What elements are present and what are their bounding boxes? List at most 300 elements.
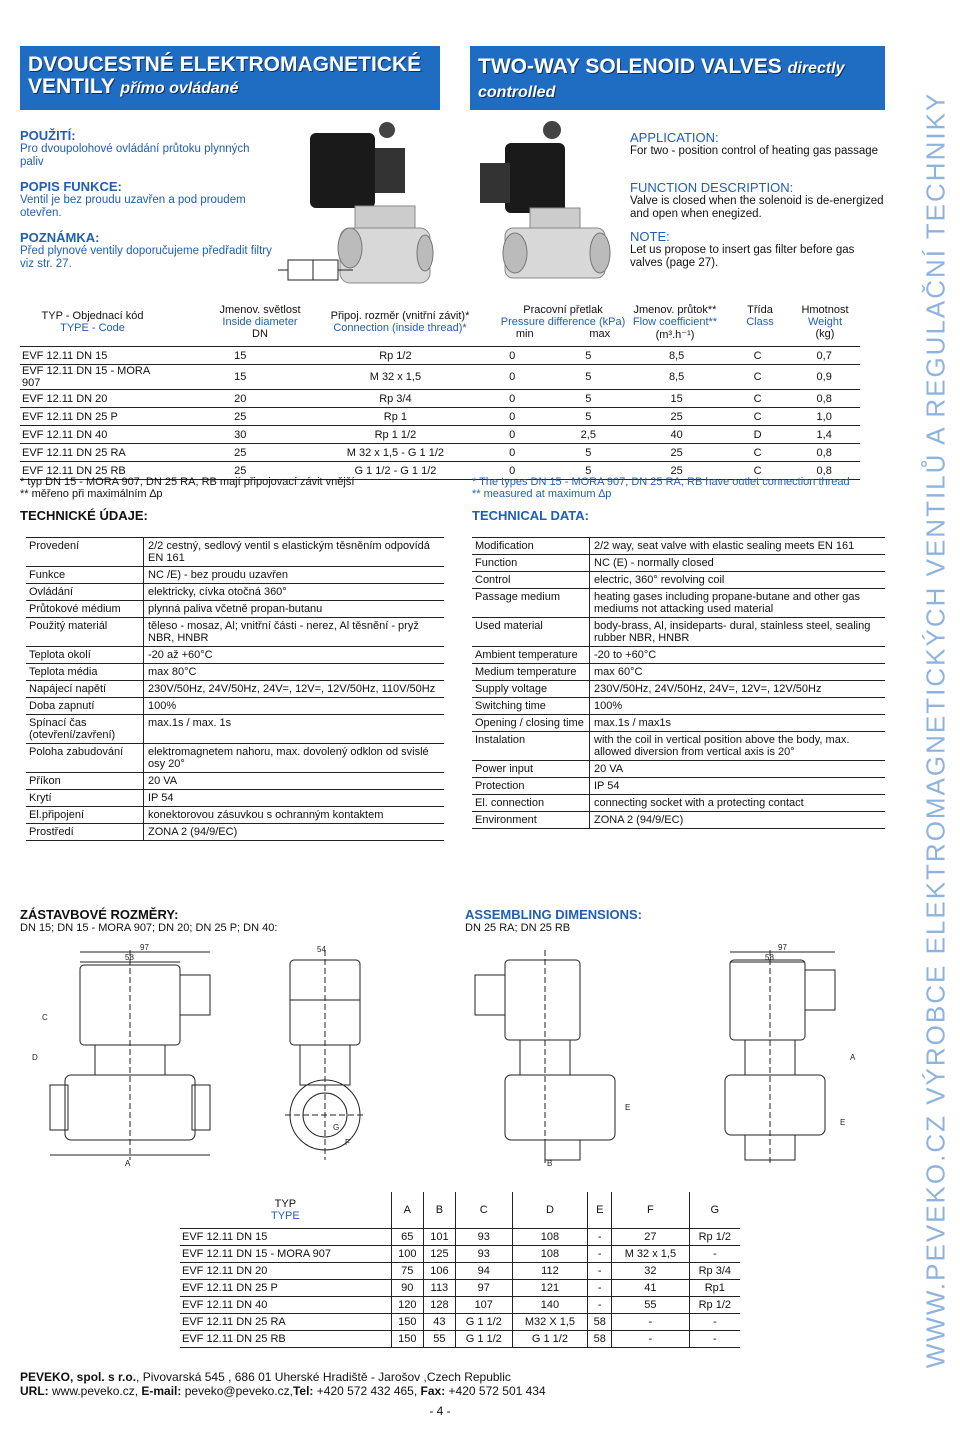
dim-cell: 55 bbox=[423, 1331, 455, 1348]
dim-cell: 93 bbox=[455, 1229, 512, 1246]
dim-58-left: 58 bbox=[125, 953, 134, 962]
assembly-cz bbox=[20, 907, 277, 934]
dim-cell: 43 bbox=[423, 1314, 455, 1331]
spec-value: elektricky, cívka otočná 360° bbox=[148, 586, 287, 598]
dim-cell: 125 bbox=[423, 1246, 455, 1263]
dim-row bbox=[180, 1331, 740, 1348]
dim-table bbox=[180, 1192, 740, 1348]
spec-row bbox=[472, 538, 885, 555]
dim-cell: 75 bbox=[391, 1263, 423, 1280]
dim-G-front: G bbox=[333, 1123, 340, 1132]
footer-company: PEVEKO, spol. s r.o. bbox=[20, 1370, 137, 1384]
spec-value: with the coil in vertical position above the body, max. allowed diversion from vertical axis is 20° bbox=[594, 734, 850, 758]
type-cell: EVF 12.11 DN 25 P bbox=[20, 408, 164, 426]
type-cell: 25 bbox=[626, 444, 726, 462]
dim-58-right: 58 bbox=[765, 953, 774, 962]
dim-cell: 106 bbox=[423, 1263, 455, 1280]
footer-tel: +420 572 432 465, bbox=[313, 1384, 421, 1398]
assembly-text-cz: DN 15; DN 15 - MORA 907; DN 20; DN 25 P; DN 40: bbox=[20, 922, 278, 934]
dim-row bbox=[180, 1229, 740, 1246]
spec-value: 230V/50Hz, 24V/50Hz, 24V=, 12V=, 12V/50Hz bbox=[594, 683, 822, 695]
th-dn-en: Inside diameter bbox=[222, 316, 298, 328]
type-cell: 0 bbox=[474, 347, 550, 365]
spec-row bbox=[472, 664, 885, 681]
spec-value: max 60°C bbox=[594, 666, 643, 678]
assembly-heading-en: ASSEMBLING DIMENSIONS: bbox=[465, 907, 642, 922]
type-cell: 5 bbox=[550, 365, 626, 390]
type-cell: 0,8 bbox=[788, 444, 860, 462]
dim-th-col: G bbox=[689, 1192, 740, 1229]
th-dn-cz: Jmenov. světlost bbox=[219, 304, 301, 316]
use-heading-en: APPLICATION: bbox=[630, 130, 719, 145]
dim-97-right: 97 bbox=[778, 943, 787, 952]
spec-row bbox=[472, 589, 885, 618]
dim-A-right: A bbox=[850, 1053, 856, 1062]
assembly-heading-cz: ZÁSTAVBOVÉ ROZMĚRY: bbox=[20, 907, 179, 922]
dim-cell: 90 bbox=[391, 1280, 423, 1297]
type-cell: 15 bbox=[164, 365, 317, 390]
type-cell: EVF 12.11 DN 15 bbox=[20, 347, 164, 365]
spec-label: Doba zapnutí bbox=[26, 698, 144, 714]
th-press-cz: Pracovní přetlak bbox=[523, 304, 603, 316]
type-cell: 5 bbox=[550, 444, 626, 462]
dim-E-right: E bbox=[840, 1118, 846, 1127]
footnotes-en bbox=[472, 476, 892, 523]
spec-row bbox=[26, 744, 444, 773]
type-cell: 0 bbox=[474, 408, 550, 426]
type-cell: 20 bbox=[164, 390, 317, 408]
spec-row bbox=[26, 647, 444, 664]
spec-label: Passage medium bbox=[472, 589, 590, 617]
banner-en-italic: directly bbox=[787, 60, 845, 77]
dim-54: 54 bbox=[317, 945, 326, 954]
note-text-en: Let us propose to insert gas filter before gas valves (page 27). bbox=[630, 244, 855, 269]
spec-label: Funkce bbox=[26, 567, 144, 583]
spec-label: Spínací čas (otevření/zavření) bbox=[26, 715, 144, 743]
dim-cell: G 1 1/2 bbox=[512, 1331, 588, 1348]
spec-value: -20 to +60°C bbox=[594, 649, 657, 661]
use-heading-cz: POUŽITÍ: bbox=[20, 128, 76, 143]
dim-B-ra: B bbox=[547, 1159, 553, 1168]
spec-label: Switching time bbox=[472, 698, 590, 714]
spec-row bbox=[26, 601, 444, 618]
spec-value: NC (E) - normally closed bbox=[594, 557, 714, 569]
dim-E-ra: E bbox=[625, 1103, 631, 1112]
spec-value: ZONA 2 (94/9/EC) bbox=[148, 826, 238, 838]
banner-en bbox=[470, 46, 885, 110]
note-text-cz: Před plynové ventily doporučujeme předřadit filtry viz str. 27. bbox=[20, 245, 272, 270]
spec-value: -20 až +60°C bbox=[148, 649, 213, 661]
spec-label: Napájecí napětí bbox=[26, 681, 144, 697]
spec-value: 20 VA bbox=[148, 775, 178, 787]
dim-th-type-cz: TYP bbox=[274, 1198, 297, 1210]
dim-cell: 128 bbox=[423, 1297, 455, 1314]
type-row bbox=[20, 390, 860, 408]
dim-cell: - bbox=[588, 1229, 612, 1246]
side-text: WWW.PEVEKO.CZ VÝROBCE ELEKTROMAGNETICKÝCH VENTILŮ A REGULAČNÍ TECHNIKY bbox=[920, 91, 951, 1369]
footer-address: , Pivovarská 545 , 686 01 Uherské Hradiště - Jarošov ,Czech Republic bbox=[136, 1370, 511, 1384]
banner-cz-title: DVOUCESTNÉ ELEKTROMAGNETICKÉ bbox=[28, 53, 422, 76]
type-cell: 0 bbox=[474, 426, 550, 444]
dim-cell: - bbox=[689, 1314, 740, 1331]
th-weight-en: Weight bbox=[807, 316, 843, 328]
type-cell: 5 bbox=[550, 462, 626, 480]
spec-value: plynná paliva včetně propan-butanu bbox=[148, 603, 323, 615]
spec-label: Ambient temperature bbox=[472, 647, 590, 663]
type-cell: EVF 12.11 DN 40 bbox=[20, 426, 164, 444]
type-cell: 1,4 bbox=[788, 426, 860, 444]
footnotes-cz bbox=[20, 476, 440, 523]
note-heading-cz: POZNÁMKA: bbox=[20, 230, 100, 245]
tech-heading-en: TECHNICAL DATA: bbox=[472, 508, 589, 523]
footer-email[interactable]: peveko@peveko.cz, bbox=[181, 1384, 293, 1398]
type-cell: D bbox=[727, 426, 789, 444]
dim-cell: 55 bbox=[612, 1297, 690, 1314]
type-cell: C bbox=[727, 444, 789, 462]
tech-table-cz bbox=[26, 537, 444, 841]
spec-row bbox=[26, 618, 444, 647]
type-cell: 2,5 bbox=[550, 426, 626, 444]
dim-cell: - bbox=[588, 1280, 612, 1297]
spec-value: max 80°C bbox=[148, 666, 197, 678]
spec-label: Modification bbox=[472, 538, 590, 554]
spec-row bbox=[472, 715, 885, 732]
spec-label: Used material bbox=[472, 618, 590, 646]
dim-cell: - bbox=[612, 1314, 690, 1331]
type-cell: 25 bbox=[164, 444, 317, 462]
spec-label: Teplota okolí bbox=[26, 647, 144, 663]
footnote1-cz: * typ DN 15 - MORA 907, DN 25 RA, RB mají připojovací závit vnější bbox=[20, 476, 355, 488]
dim-cell: G 1 1/2 bbox=[455, 1331, 512, 1348]
note-heading-en: NOTE: bbox=[630, 229, 670, 244]
type-cell: Rp 3/4 bbox=[317, 390, 475, 408]
dim-cell: - bbox=[588, 1246, 612, 1263]
spec-value: electric, 360° revolving coil bbox=[594, 574, 725, 586]
dim-cell: - bbox=[612, 1331, 690, 1348]
type-cell: EVF 12.11 DN 25 RB bbox=[20, 462, 164, 480]
func-text-en: Valve is closed when the solenoid is de-energized and open when enegized. bbox=[630, 195, 884, 220]
spec-row bbox=[26, 681, 444, 698]
banner-en-title: TWO-WAY SOLENOID VALVES bbox=[478, 55, 782, 78]
type-cell: 5 bbox=[550, 390, 626, 408]
spec-row bbox=[26, 698, 444, 715]
dim-cell: 97 bbox=[455, 1280, 512, 1297]
spec-label: El.připojení bbox=[26, 807, 144, 823]
spec-value: body-brass, Al, insideparts- dural, stainless steel, sealing rubber NBR, HNBR bbox=[594, 620, 871, 644]
th-type-cz: TYP - Objednací kód bbox=[41, 310, 144, 322]
spec-row bbox=[472, 555, 885, 572]
type-cell: 0,8 bbox=[788, 390, 860, 408]
dim-cell: M32 X 1,5 bbox=[512, 1314, 588, 1331]
spec-value: těleso - mosaz, Al; vnitřní části - nerez, Al těsnění - pryž NBR, HNBR bbox=[148, 620, 419, 644]
dim-cell: 120 bbox=[391, 1297, 423, 1314]
spec-value: IP 54 bbox=[594, 780, 620, 792]
valve-symbol bbox=[278, 250, 358, 290]
th-conn-cz: Připoj. rozměr (vnitřní závit)* bbox=[330, 310, 470, 322]
dim-cell: 94 bbox=[455, 1263, 512, 1280]
tech-heading-cz: TECHNICKÉ ÚDAJE: bbox=[20, 508, 148, 523]
type-cell: 30 bbox=[164, 426, 317, 444]
dim-th-col: E bbox=[588, 1192, 612, 1229]
func-heading-cz: POPIS FUNKCE: bbox=[20, 179, 122, 194]
type-cell: C bbox=[727, 390, 789, 408]
spec-value: NC /E) - bez proudu uzavřen bbox=[148, 569, 289, 581]
type-cell: C bbox=[727, 462, 789, 480]
dim-row bbox=[180, 1263, 740, 1280]
dim-cell: 112 bbox=[512, 1263, 588, 1280]
spec-value: 100% bbox=[594, 700, 623, 712]
dim-cell: 58 bbox=[588, 1314, 612, 1331]
dim-cell: EVF 12.11 DN 40 bbox=[180, 1297, 391, 1314]
spec-value: heating gases including propane-butane and other gas mediums not attacking used material bbox=[594, 591, 861, 615]
side-banner bbox=[916, 40, 956, 1420]
type-cell: EVF 12.11 DN 15 - MORA 907 bbox=[20, 365, 164, 390]
type-cell: 1,0 bbox=[788, 408, 860, 426]
type-row bbox=[20, 444, 860, 462]
spec-row bbox=[26, 824, 444, 841]
dim-cell: EVF 12.11 DN 25 RA bbox=[180, 1314, 391, 1331]
spec-label: Provedení bbox=[26, 538, 144, 566]
dim-row bbox=[180, 1314, 740, 1331]
dim-cell: 32 bbox=[612, 1263, 690, 1280]
spec-label: Medium temperature bbox=[472, 664, 590, 680]
type-cell: M 32 x 1,5 bbox=[317, 365, 475, 390]
dim-97-left: 97 bbox=[140, 943, 149, 952]
type-cell: M 32 x 1,5 - G 1 1/2 bbox=[317, 444, 475, 462]
spec-value: 2/2 cestný, sedlový ventil s elastickým těsněním odpovídá EN 161 bbox=[148, 540, 430, 564]
dim-cell: 150 bbox=[391, 1331, 423, 1348]
spec-label: Teplota média bbox=[26, 664, 144, 680]
spec-value: max.1s / max1s bbox=[594, 717, 672, 729]
spec-row bbox=[26, 584, 444, 601]
footer-url-label: URL: bbox=[20, 1384, 49, 1398]
th-conn-en: Connection (inside thread)* bbox=[333, 322, 467, 334]
dim-cell: 108 bbox=[512, 1246, 588, 1263]
type-cell: C bbox=[727, 347, 789, 365]
footer-email-label: E-mail: bbox=[141, 1384, 182, 1398]
spec-value: 2/2 way, seat valve with elastic sealing meets EN 161 bbox=[594, 540, 855, 552]
dim-cell: EVF 12.11 DN 15 bbox=[180, 1229, 391, 1246]
dim-cell: M 32 x 1,5 bbox=[612, 1246, 690, 1263]
spec-label: Supply voltage bbox=[472, 681, 590, 697]
spec-row bbox=[472, 732, 885, 761]
spec-row bbox=[472, 795, 885, 812]
dim-row bbox=[180, 1246, 740, 1263]
dim-th-col: B bbox=[423, 1192, 455, 1229]
func-text-cz: Ventil je bez proudu uzavřen a pod proudem otevřen. bbox=[20, 194, 246, 219]
banner-en-italic2: controlled bbox=[478, 84, 556, 101]
dim-th-col: D bbox=[512, 1192, 588, 1229]
spec-row bbox=[472, 778, 885, 795]
dim-cell: 27 bbox=[612, 1229, 690, 1246]
type-cell: EVF 12.11 DN 20 bbox=[20, 390, 164, 408]
dim-cell: 65 bbox=[391, 1229, 423, 1246]
intro-cz bbox=[20, 128, 275, 271]
dim-cell: EVF 12.11 DN 20 bbox=[180, 1263, 391, 1280]
spec-value: 230V/50Hz, 24V/50Hz, 24V=, 12V=, 12V/50Hz, 110V/50Hz bbox=[148, 683, 436, 695]
use-text-en: For two - position control of heating gas passage bbox=[630, 145, 879, 157]
type-cell: 0,7 bbox=[788, 347, 860, 365]
dim-row bbox=[180, 1280, 740, 1297]
dim-cell: 113 bbox=[423, 1280, 455, 1297]
spec-label: Poloha zabudování bbox=[26, 744, 144, 772]
type-cell: 15 bbox=[164, 347, 317, 365]
dim-cell: 58 bbox=[588, 1331, 612, 1348]
th-type-en: TYPE - Code bbox=[60, 322, 125, 334]
type-cell: Rp 1 bbox=[317, 408, 475, 426]
spec-label: Příkon bbox=[26, 773, 144, 789]
drawing-side-left bbox=[20, 940, 220, 1170]
dim-cell: 100 bbox=[391, 1246, 423, 1263]
dim-cell: Rp 1/2 bbox=[689, 1229, 740, 1246]
spec-label: Průtokové médium bbox=[26, 601, 144, 617]
spec-label: Instalation bbox=[472, 732, 590, 760]
type-cell: C bbox=[727, 365, 789, 390]
valve-image-right bbox=[460, 118, 620, 288]
spec-row bbox=[26, 664, 444, 681]
dim-cell: 121 bbox=[512, 1280, 588, 1297]
type-cell: EVF 12.11 DN 25 RA bbox=[20, 444, 164, 462]
dim-cell: Rp1 bbox=[689, 1280, 740, 1297]
spec-value: 100% bbox=[148, 700, 177, 712]
type-row bbox=[20, 408, 860, 426]
th-min: min bbox=[515, 328, 534, 340]
footer bbox=[20, 1370, 860, 1418]
dim-cell: - bbox=[689, 1246, 740, 1263]
type-cell: C bbox=[727, 408, 789, 426]
type-cell: 25 bbox=[164, 408, 317, 426]
spec-label: El. connection bbox=[472, 795, 590, 811]
drawing-side-rb bbox=[690, 940, 880, 1170]
spec-value: ZONA 2 (94/9/EC) bbox=[594, 814, 684, 826]
dim-C-left: C bbox=[42, 1013, 48, 1022]
spec-label: Power input bbox=[472, 761, 590, 777]
spec-label: Opening / closing time bbox=[472, 715, 590, 731]
type-cell: G 1 1/2 - G 1 1/2 bbox=[317, 462, 475, 480]
dim-cell: EVF 12.11 DN 25 P bbox=[180, 1280, 391, 1297]
type-cell: Rp 1 1/2 bbox=[317, 426, 475, 444]
dim-row bbox=[180, 1297, 740, 1314]
type-table-body bbox=[20, 347, 860, 480]
dim-th-type-en: TYPE bbox=[270, 1210, 300, 1222]
type-cell: 8,5 bbox=[626, 365, 726, 390]
th-flow-unit: (m³.h⁻¹) bbox=[655, 329, 695, 341]
th-max: max bbox=[589, 328, 611, 340]
dim-cell: 93 bbox=[455, 1246, 512, 1263]
dim-cell: EVF 12.11 DN 15 - MORA 907 bbox=[180, 1246, 391, 1263]
spec-row bbox=[26, 715, 444, 744]
spec-row bbox=[472, 572, 885, 589]
dim-cell: 101 bbox=[423, 1229, 455, 1246]
spec-label: Ovládání bbox=[26, 584, 144, 600]
type-cell: 0,9 bbox=[788, 365, 860, 390]
th-weight-cz: Hmotnost bbox=[801, 304, 849, 316]
banner-cz-italic: přímo ovládané bbox=[120, 80, 239, 97]
dim-cell: G 1 1/2 bbox=[455, 1314, 512, 1331]
type-cell: 25 bbox=[164, 462, 317, 480]
dim-F-front: F bbox=[345, 1138, 350, 1147]
spec-row bbox=[26, 790, 444, 807]
spec-row bbox=[26, 807, 444, 824]
spec-row bbox=[472, 761, 885, 778]
dim-cell: - bbox=[689, 1331, 740, 1348]
dim-cell: 107 bbox=[455, 1297, 512, 1314]
dim-th-col: F bbox=[612, 1192, 690, 1229]
type-cell: 0 bbox=[474, 444, 550, 462]
type-cell: 0 bbox=[474, 462, 550, 480]
type-cell: 25 bbox=[626, 408, 726, 426]
dim-th-col: C bbox=[455, 1192, 512, 1229]
spec-row bbox=[472, 681, 885, 698]
type-cell: 0 bbox=[474, 390, 550, 408]
spec-label: Control bbox=[472, 572, 590, 588]
spec-value: max.1s / max. 1s bbox=[148, 717, 232, 729]
th-press-en: Pressure difference (kPa) bbox=[500, 316, 626, 328]
footer-url[interactable]: www.peveko.cz, bbox=[48, 1384, 142, 1398]
dim-D-left: D bbox=[32, 1053, 38, 1062]
dim-cell: Rp 3/4 bbox=[689, 1263, 740, 1280]
intro-en bbox=[630, 130, 885, 270]
th-weight-unit: (kg) bbox=[815, 328, 835, 340]
tech-table-en bbox=[472, 537, 885, 829]
spec-label: Function bbox=[472, 555, 590, 571]
spec-row bbox=[472, 647, 885, 664]
type-cell: 5 bbox=[550, 408, 626, 426]
spec-label: Prostředí bbox=[26, 824, 144, 840]
dim-cell: Rp 1/2 bbox=[689, 1297, 740, 1314]
type-cell: 8,5 bbox=[626, 347, 726, 365]
footer-fax-label: Fax: bbox=[420, 1384, 446, 1398]
type-cell: 15 bbox=[626, 390, 726, 408]
type-cell: 0 bbox=[474, 365, 550, 390]
drawing-front bbox=[245, 940, 405, 1170]
spec-value: 20 VA bbox=[594, 763, 624, 775]
spec-row bbox=[472, 618, 885, 647]
dim-cell: 150 bbox=[391, 1314, 423, 1331]
th-class-cz: Třída bbox=[747, 304, 773, 316]
spec-row bbox=[472, 812, 885, 829]
spec-row bbox=[26, 567, 444, 584]
footer-fax: +420 572 501 434 bbox=[445, 1384, 546, 1398]
footnote1-en: * The types DN 15 - MORA 907, DN 25 RA, RB have outlet connection thread bbox=[472, 476, 850, 488]
footnote2-en: ** measured at maximum ∆p bbox=[472, 488, 612, 500]
spec-row bbox=[26, 773, 444, 790]
banner-cz-title2: VENTILY bbox=[28, 75, 115, 98]
drawing-side-ra bbox=[465, 940, 645, 1170]
spec-label: Krytí bbox=[26, 790, 144, 806]
type-row bbox=[20, 347, 860, 365]
banner-cz bbox=[20, 46, 440, 110]
dim-cell: - bbox=[588, 1297, 612, 1314]
spec-row bbox=[472, 698, 885, 715]
spec-value: elektromagnetem nahoru, max. dovolený odklon od svislé osy 20° bbox=[148, 746, 429, 770]
footnote2-cz: ** měřeno při maximálním ∆p bbox=[20, 488, 163, 500]
th-class-en: Class bbox=[746, 316, 774, 328]
spec-label: Environment bbox=[472, 812, 590, 828]
dim-cell: 140 bbox=[512, 1297, 588, 1314]
page-number: - 4 - bbox=[429, 1404, 451, 1418]
type-cell: 0,8 bbox=[788, 462, 860, 480]
th-flow-en: Flow coefficient** bbox=[632, 316, 718, 328]
type-row bbox=[20, 365, 860, 390]
use-text-cz: Pro dvoupolohové ovládání průtoku plynných paliv bbox=[20, 143, 250, 168]
th-dn-unit: DN bbox=[252, 328, 268, 340]
spec-value: IP 54 bbox=[148, 792, 174, 804]
dim-cell: EVF 12.11 DN 25 RB bbox=[180, 1331, 391, 1348]
dim-cell: - bbox=[588, 1263, 612, 1280]
type-table bbox=[20, 300, 860, 480]
th-flow-cz: Jmenov. průtok** bbox=[633, 304, 717, 316]
